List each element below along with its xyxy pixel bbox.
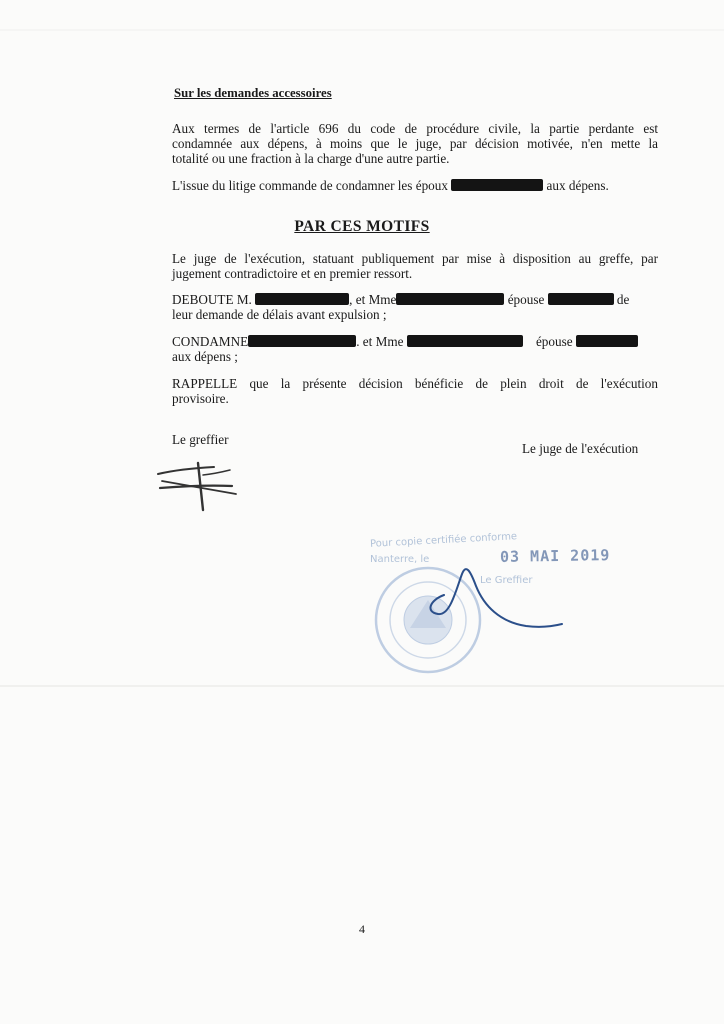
- stamp-signatory: Le Greffier: [480, 575, 533, 586]
- greffier-signature: [158, 463, 236, 510]
- text-fragment: épouse: [507, 292, 545, 307]
- text-fragment: , et Mme: [349, 292, 397, 307]
- section-heading-accessoires: Sur les demandes accessoires: [174, 86, 332, 100]
- text-line: aux dépens ;: [172, 349, 238, 364]
- section-heading-motifs: PAR CES MOTIFS: [294, 218, 430, 235]
- text-fragment: DEBOUTE M.: [172, 292, 252, 307]
- text-line: Aux termes de l'article 696 du code de procédure civile, la partie perdante est: [172, 121, 658, 136]
- page-number: 4: [359, 922, 365, 936]
- text-fragment: CONDAMNE: [172, 334, 249, 349]
- greffier-label: Le greffier: [172, 432, 229, 447]
- date-stamp: 03 MAI 2019: [499, 546, 611, 566]
- text-line: RAPPELLE que la présente décision bénéficie de plein droit de l'exécution: [172, 376, 658, 391]
- text-line: Le juge de l'exécution, statuant publiquement par mise à disposition au greffe, par: [172, 251, 658, 266]
- text-fragment: épouse: [535, 334, 573, 349]
- stamp-certified-copy: Pour copie certifiée conforme: [369, 531, 518, 550]
- text-line: provisoire.: [172, 391, 229, 406]
- juge-label: Le juge de l'exécution: [522, 441, 639, 456]
- text-line: totalité ou une fraction à la charge d'une autre partie.: [172, 151, 450, 166]
- text-fragment: de: [616, 292, 630, 307]
- text-fragment: aux dépens.: [546, 178, 609, 193]
- text-line: leur demande de délais avant expulsion ;: [172, 307, 387, 322]
- text-fragment: L'issue du litige commande de condamner les époux: [172, 178, 448, 193]
- text-line: condamnée aux dépens, à moins que le juge, par décision motivée, n'en mette la: [172, 136, 658, 151]
- text-line: jugement contradictoire et en premier ressort.: [172, 266, 413, 281]
- text-fragment: . et Mme: [356, 334, 404, 349]
- court-seal: [376, 568, 480, 672]
- stamp-location: Nanterre, le: [370, 554, 430, 565]
